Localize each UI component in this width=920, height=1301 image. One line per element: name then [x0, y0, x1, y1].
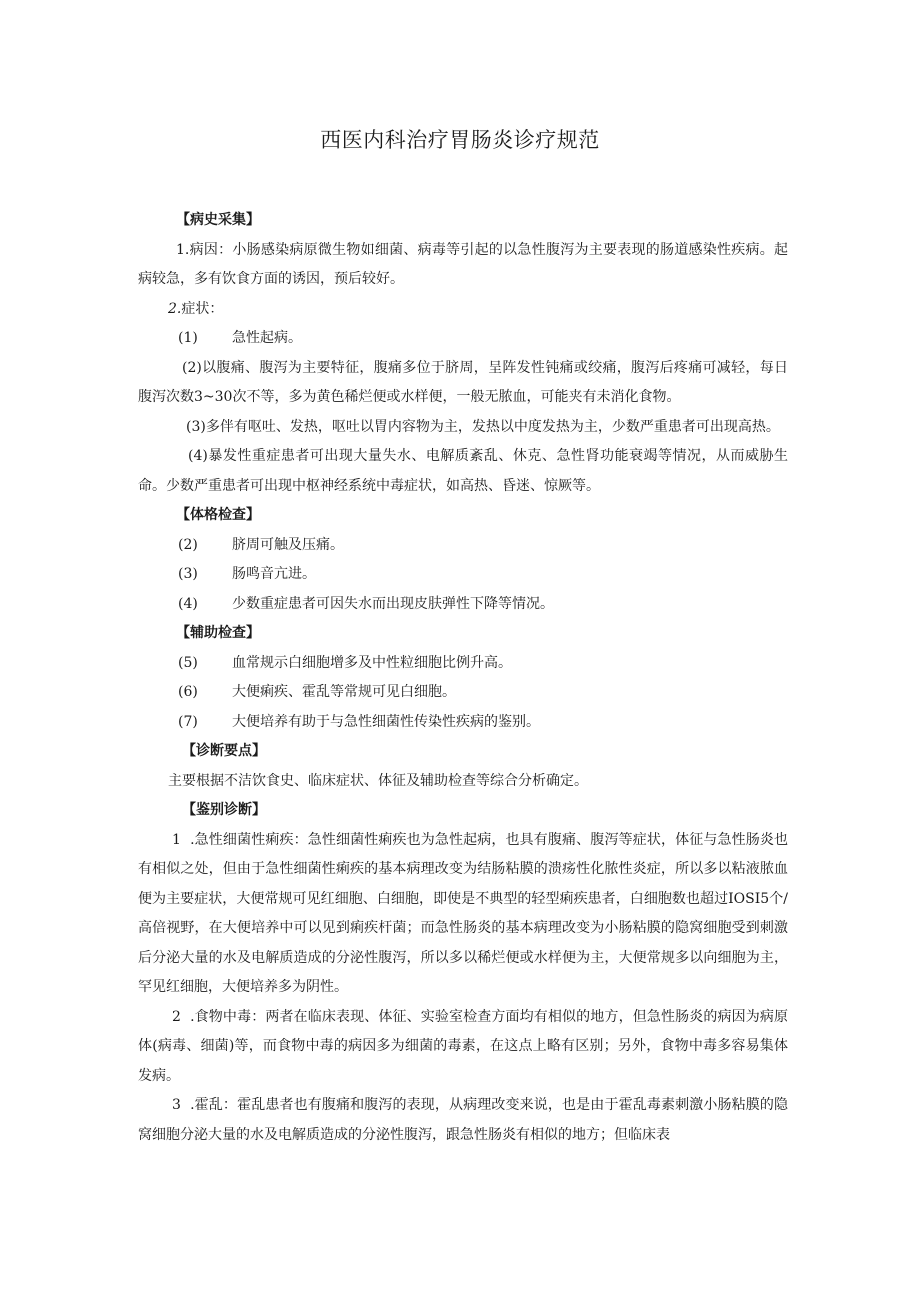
item-number: (7): [178, 713, 198, 730]
symptoms-text: 症状：: [181, 300, 224, 317]
section-heading-physical: 【体格检查】: [176, 507, 260, 523]
item-text: 脐周可触及压痛。: [232, 536, 344, 553]
item-number: (2): [178, 536, 198, 553]
item-text: 暴发性重症患者可出现大量失水、电解质紊乱、休克、急性肾功能衰竭等情况，从而威胁生命。少数严重患者可出现中枢神经系统中毒症状，如高热、昏迷、惊厥等。: [138, 448, 788, 494]
history-symptoms-label: [138, 295, 788, 325]
item-number: (2): [182, 359, 202, 376]
item-text: 大便痢疾、霍乱等常规可见白细胞。: [232, 684, 456, 700]
document-body: [138, 206, 788, 1150]
diagnosis-paragraph: 主要根据不洁饮食史、临床症状、体征及辅助检查等综合分析确定。: [168, 772, 588, 789]
item-text: 大便培养有助于与急性细菌性传染性疾病的鉴别。: [232, 713, 540, 730]
section-heading-auxiliary: 【辅助检查】: [176, 625, 260, 641]
item-number: 3: [172, 1097, 181, 1113]
differential-item: [138, 1091, 788, 1150]
section-heading-differential: 【鉴别诊断】: [182, 802, 266, 818]
symptoms-number: 2.: [168, 300, 182, 317]
symptom-item: [138, 413, 788, 443]
physical-item: [138, 560, 788, 590]
auxiliary-item: [138, 708, 788, 738]
symptom-item: [138, 324, 788, 354]
item-text: 急性起病。: [232, 330, 302, 346]
item-number: 2: [172, 1008, 181, 1025]
item-number: (4): [188, 448, 208, 464]
item-number: (6): [178, 684, 198, 700]
item-number: (3): [178, 566, 198, 582]
item-text: .霍乱：霍乱患者也有腹痛和腹泻的表现，从病理改变来说，也是由于霍乱毒素刺激小肠粘膜的隐窝细胞分泌大量的水及电解质造成的分泌性腹泻，跟急性肠炎有相似的地方；但临床表: [138, 1097, 789, 1143]
item-number: (5): [178, 654, 198, 671]
differential-item: [138, 1003, 788, 1092]
item-number: (3): [186, 418, 206, 435]
physical-item: [138, 531, 788, 561]
item-text: .急性细菌性痢疾：急性细菌性痢疾也为急性起病，也具有腹痛、腹泻等症状，体征与急性肠炎也有相似之处，但由于急性细菌性痢疾的基本病理改变为结肠粘膜的溃疡性化脓性炎症，所以多以粘液脓血便为主要症状，大便常规可见红细胞、白细胞，即使是不典型的轻型痢疾患者，白细胞数也超过IOSI5个/高倍视野，在大便培养中可以见到痢疾杆菌；而急性肠炎的基本病理改变为小肠粘膜的隐窝细胞受到刺激后分泌大量的水及电解质造成的分泌性腹泻，所以多以稀烂便或水样便为主，大便常规多以向细胞为主，罕见红细胞，大便培养多为阴性。: [138, 831, 789, 995]
auxiliary-item: [138, 678, 788, 708]
auxiliary-item: [138, 649, 788, 679]
section-heading-history: 【病史采集】: [176, 212, 260, 228]
section-heading-diagnosis: 【诊断要点】: [182, 743, 266, 759]
item-number: (1): [178, 330, 198, 346]
item-text: 少数重症患者可因失水而出现皮肤弹性下降等情况。: [232, 595, 554, 612]
item-text: .食物中毒：两者在临床表现、体征、实验室检查方面均有相似的地方，但急性肠炎的病因为病原体(病毒、细菌)等，而食物中毒的病因多为细菌的毒素，在这点上略有区别；另外，食物中毒多容易集体发病。: [138, 1008, 789, 1084]
item-number: (4): [178, 595, 198, 612]
item-number: 1: [172, 831, 181, 848]
symptom-item: [138, 354, 788, 413]
history-cause-paragraph: 1.病因：小肠感染病原微生物如细菌、病毒等引起的以急性腹泻为主要表现的肠道感染性疾病。起病较急，多有饮食方面的诱因，预后较好。: [138, 241, 788, 287]
physical-item: [138, 590, 788, 620]
item-text: 以腹痛、腹泻为主要特征，腹痛多位于脐周，呈阵发性钝痛或绞痛，腹泻后疼痛可减轻，每日腹泻次数3~30次不等，多为黄色稀烂便或水样便，一般无脓血，可能夹有未消化食物。: [138, 359, 788, 405]
item-text: 多伴有呕吐、发热，呕吐以胃内容物为主，发热以中度发热为主，少数严重患者可出现高热。: [205, 418, 780, 435]
item-text: 血常规示白细胞增多及中性粒细胞比例升高。: [232, 654, 512, 671]
item-text: 肠鸣音亢进。: [232, 566, 316, 582]
differential-item: [138, 826, 788, 1003]
document-title: 西医内科治疗胃肠炎诊疗规范: [320, 128, 600, 152]
symptom-item: [138, 442, 788, 501]
